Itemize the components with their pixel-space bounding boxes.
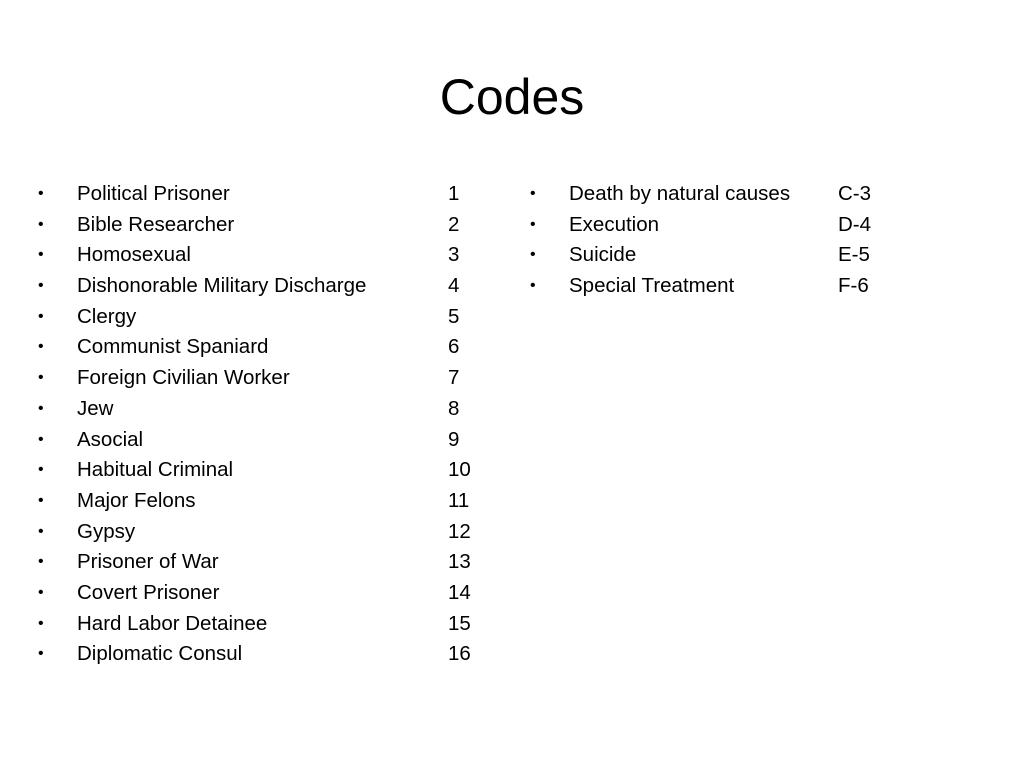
list-item bbox=[38, 210, 498, 241]
item-label: Gypsy bbox=[77, 519, 136, 543]
list-item bbox=[38, 179, 498, 210]
item-code: 12 bbox=[448, 519, 471, 543]
item-code: 9 bbox=[448, 427, 460, 451]
list-item bbox=[38, 609, 498, 640]
list-item bbox=[530, 210, 910, 241]
item-label: Political Prisoner bbox=[77, 182, 230, 205]
list-item bbox=[38, 517, 498, 548]
item-label: Hard Labor Detainee bbox=[77, 611, 268, 635]
item-label: Clergy bbox=[77, 304, 137, 328]
bullet-icon: • bbox=[530, 185, 536, 202]
bullet-icon: • bbox=[38, 430, 44, 448]
bullet-icon: • bbox=[38, 369, 44, 387]
item-label: Dishonorable Military Discharge bbox=[77, 274, 367, 298]
list-item bbox=[530, 240, 910, 271]
item-code: 14 bbox=[448, 580, 471, 604]
left-code-list bbox=[38, 179, 498, 670]
list-item bbox=[530, 271, 910, 302]
item-code: 3 bbox=[448, 243, 460, 267]
list-item bbox=[38, 486, 498, 517]
bullet-icon: • bbox=[38, 522, 44, 540]
slide-title: Codes bbox=[439, 69, 585, 125]
item-label: Suicide bbox=[569, 243, 637, 267]
bullet-icon: • bbox=[38, 215, 44, 233]
item-code: D-4 bbox=[838, 212, 872, 236]
item-code: F-6 bbox=[838, 274, 869, 298]
bullet-icon: • bbox=[38, 583, 44, 601]
list-item bbox=[38, 394, 498, 425]
bullet-icon: • bbox=[38, 338, 44, 356]
item-code: 8 bbox=[448, 396, 460, 420]
item-label: Covert Prisoner bbox=[77, 580, 220, 604]
right-code-list bbox=[530, 179, 910, 302]
item-label: Communist Spaniard bbox=[77, 335, 269, 359]
item-label: Death by natural causes bbox=[569, 182, 791, 205]
list-item bbox=[38, 455, 498, 486]
bullet-icon: • bbox=[38, 491, 44, 509]
list-item bbox=[38, 332, 498, 363]
item-label: Diplomatic Consul bbox=[77, 642, 243, 666]
item-code: 4 bbox=[448, 274, 460, 298]
list-item bbox=[38, 363, 498, 394]
bullet-icon: • bbox=[530, 246, 536, 264]
bullet-icon: • bbox=[38, 185, 44, 202]
bullet-icon: • bbox=[38, 645, 44, 663]
item-code: 11 bbox=[448, 488, 470, 512]
item-label: Prisoner of War bbox=[77, 550, 219, 574]
item-code: 6 bbox=[448, 335, 460, 359]
list-item bbox=[38, 302, 498, 333]
item-label: Foreign Civilian Worker bbox=[77, 366, 290, 390]
item-label: Jew bbox=[77, 396, 114, 420]
list-item bbox=[38, 639, 498, 670]
item-code: 10 bbox=[448, 458, 471, 482]
item-code: 15 bbox=[448, 611, 471, 635]
item-label: Special Treatment bbox=[569, 274, 735, 298]
bullet-icon: • bbox=[530, 215, 536, 233]
item-code: 13 bbox=[448, 550, 471, 574]
bullet-icon: • bbox=[38, 399, 44, 417]
bullet-icon: • bbox=[38, 614, 44, 632]
bullet-icon: • bbox=[530, 277, 536, 295]
item-code: 7 bbox=[448, 366, 460, 390]
item-label: Execution bbox=[569, 212, 660, 236]
item-label: Major Felons bbox=[77, 488, 196, 512]
bullet-icon: • bbox=[38, 246, 44, 264]
item-code: E-5 bbox=[838, 243, 870, 267]
list-item bbox=[38, 578, 498, 609]
item-label: Habitual Criminal bbox=[77, 458, 234, 482]
list-item bbox=[38, 547, 498, 578]
bullet-icon: • bbox=[38, 461, 44, 479]
item-code: 1 bbox=[448, 182, 460, 205]
list-item bbox=[38, 271, 498, 302]
item-label: Bible Researcher bbox=[77, 212, 235, 236]
item-label: Asocial bbox=[77, 427, 144, 451]
item-code: C-3 bbox=[838, 182, 872, 205]
item-label: Homosexual bbox=[77, 243, 191, 267]
list-item bbox=[38, 240, 498, 271]
item-code: 16 bbox=[448, 642, 471, 666]
list-item bbox=[38, 425, 498, 456]
item-code: 2 bbox=[448, 212, 460, 236]
bullet-icon: • bbox=[38, 307, 44, 325]
item-code: 5 bbox=[448, 304, 460, 328]
bullet-icon: • bbox=[38, 553, 44, 571]
bullet-icon: • bbox=[38, 277, 44, 295]
list-item bbox=[530, 179, 910, 210]
